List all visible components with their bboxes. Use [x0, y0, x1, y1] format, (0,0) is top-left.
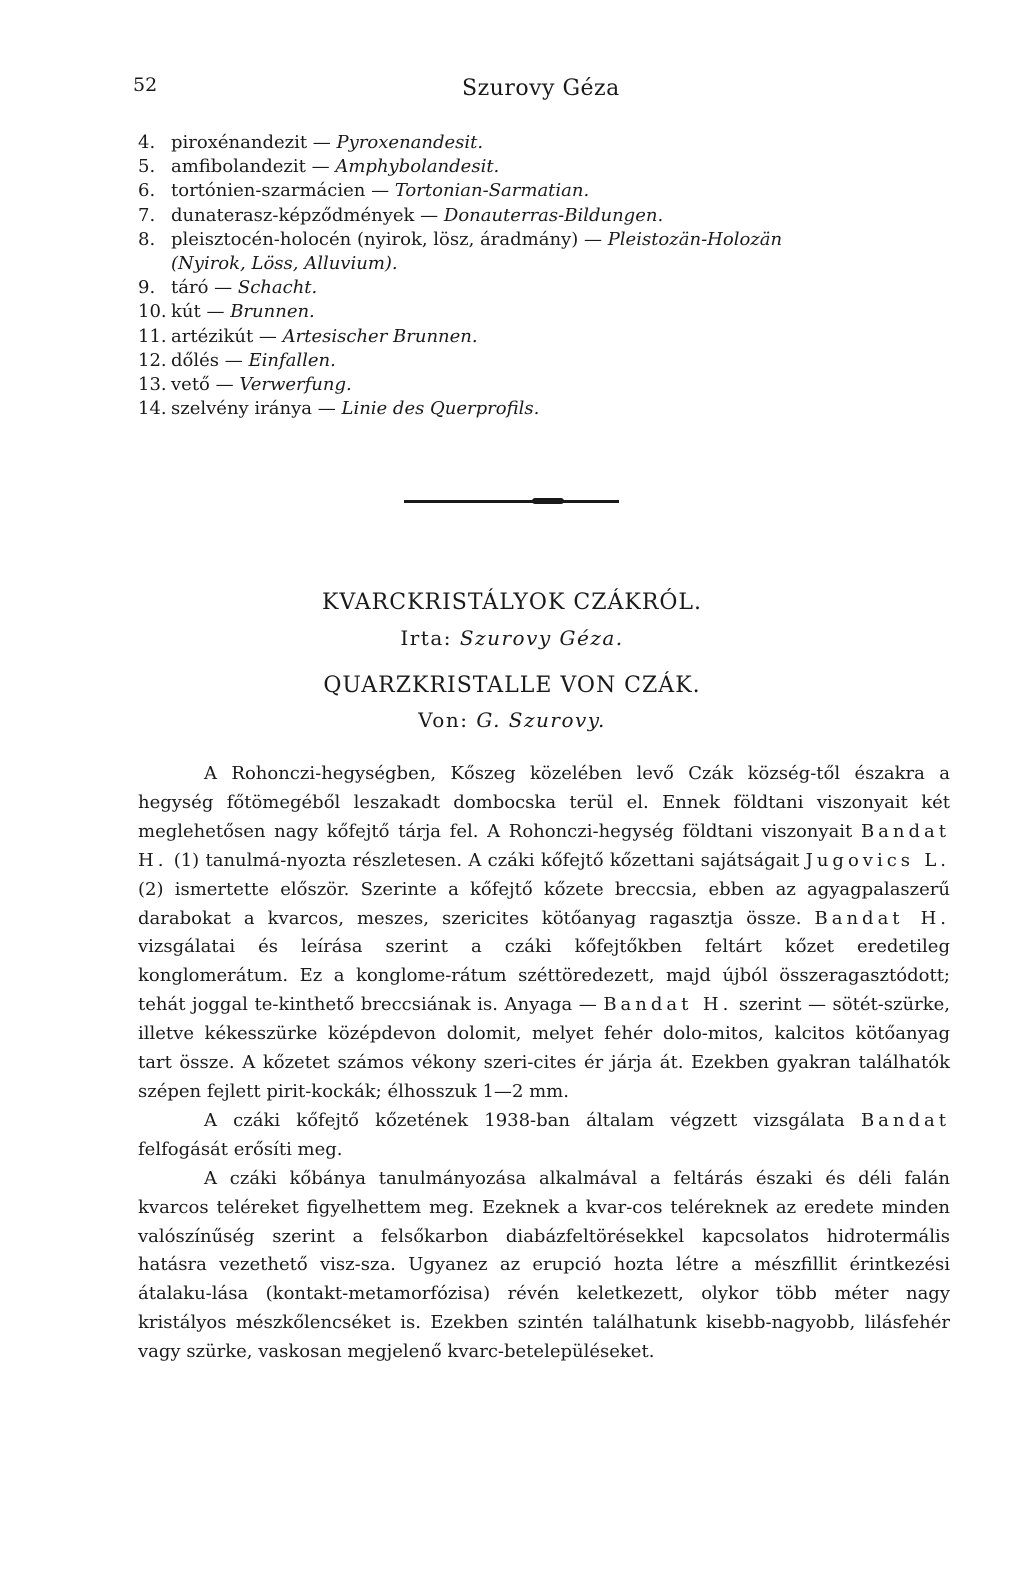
legend-term-german: Pyroxenandesit. [336, 132, 484, 153]
legend-term-hungarian: vető — [171, 374, 234, 396]
legend-term-german: Pleistozän-Holozän [607, 228, 783, 250]
author-prefix-german: Von: [418, 708, 469, 732]
legend-term-hungarian: dunaterasz-képződmények — [171, 204, 439, 226]
legend-number: 6. [138, 180, 156, 202]
legend-term-hungarian: tortónien-szarmácien — [171, 180, 390, 202]
legend-number: 8. [138, 228, 156, 250]
legend-term-hungarian: dőlés — [171, 349, 243, 371]
legend-term-hungarian: amfibolandezit — [171, 156, 330, 178]
legend-term-german: Donauterras-Bildungen. [443, 204, 664, 226]
legend-item [138, 228, 968, 252]
legend-term-german: Einfallen. [248, 349, 336, 371]
running-head: Szurovy Géza [462, 76, 620, 101]
legend-number: 13. [138, 374, 167, 396]
legend-item [138, 155, 968, 179]
article-title-hungarian: KVARCKRISTÁLYOK CZÁKRÓL. [321, 590, 703, 615]
legend-number: 12. [138, 349, 167, 371]
legend-item [138, 300, 968, 324]
author-line-german [0, 708, 1024, 732]
legend-term-german: Tortonian-Sarmatian. [394, 180, 590, 202]
author-name-hungarian: Szurovy Géza. [459, 626, 624, 650]
body-paragraph-1: A Rohonczi-hegységben, Kőszeg közelében levő Czák község-től északra a hegység főtömegéből leszakadt dombocska terül el. Ennek földtani viszonyait két meglehetősen nagy kőfejtő tárja fel. A Rohonczi-hegység földtani viszonyait Bandat H. (1) tanulmá-nyozta részletesen. A czáki kőfejtő kőzettani sajátságait Jugovics L. (2) ismertette először. Szerinte a kőfejtő kőzete breccsia, ebben az agyagpalaszerű darabokat a kvarcos, meszes, szericites kötőanyag ragasztja össze. Bandat H. vizsgálatai és leírása szerint a czáki kőfejtőkben feltárt kőzet eredetileg konglomerátum. Ez a konglome-rátum széttöredezett, majd újból összeragasztódott; tehát joggal te-kinthető breccsiának is. Anyaga — Bandat H. szerint — sötét-szürke, illetve kékesszürke középdevon dolomit, melyet fehér dolo-mitos, kalcitos kötőanyag tart össze. A kőzetet számos vékony szeri-cites ér járja át. Ezekben gyakran találhatók szépen fejlett pirit-kockák; élhosszuk 1—2 mm. [138, 763, 950, 1102]
legend-number: 5. [138, 156, 156, 178]
author-line-hungarian [0, 626, 1024, 650]
legend-term-hungarian: pleisztocén-holocén (nyirok, lösz, áradmány) — [171, 228, 602, 250]
body-paragraph-3: A czáki kőbánya tanulmányozása alkalmával a feltárás északi és déli falán kvarcos teléreket figyelhettem meg. Ezeknek a kvar-cos teléreknek az eredete minden valószínűség szerint a felsőkarbon diabázfeltörésekkel kapcsolatos hidrotermális hatásra vezethető visz-sza. Ugyanez az erupció hozta létre a mészfillit érintkezési átalaku-lása (kontakt-metamorfózisa) révén keletkezett, olykor több méter nagy kristályos mészkőlencséket is. Ezekben szintén találhatunk kisebb-nagyobb, lilásfehér vagy szürke, vaskosan megjelenő kvarc-betelepüléseket. [138, 1167, 950, 1363]
legend-item-continuation: (Nyirok, Löss, Alluvium). [171, 253, 398, 275]
legend-term-hungarian: piroxénandezit — [171, 132, 331, 153]
legend-item [138, 131, 968, 155]
legend-number: 4. [138, 132, 156, 153]
legend-number: 7. [138, 204, 156, 226]
legend-item [138, 276, 968, 300]
legend-item [138, 325, 968, 349]
body-paragraph-2: A czáki kőfejtő kőzetének 1938-ban általam végzett vizsgálata Bandat felfogását erősíti meg. [138, 1109, 950, 1160]
author-name-german: G. Szurovy. [476, 708, 606, 732]
author-prefix-hungarian: Irta: [400, 626, 452, 650]
page-number: 52 [133, 74, 158, 96]
legend-item [138, 179, 968, 203]
legend-term-hungarian: táró — [171, 277, 233, 299]
legend-term-german: Amphybolandesit. [335, 156, 500, 178]
article-body [138, 760, 950, 1367]
spaced-author-name: Bandat H. [814, 907, 950, 929]
legend-number: 11. [138, 325, 167, 347]
legend-term-hungarian: szelvény iránya — [171, 398, 336, 420]
legend-term-german: Verwerfung. [239, 374, 352, 396]
legend-item [138, 349, 968, 373]
legend-term-hungarian: artézikút — [171, 325, 277, 347]
spaced-author-name: Bandat [860, 1109, 950, 1131]
map-legend [138, 131, 968, 421]
legend-term-german: Schacht. [237, 277, 318, 299]
legend-term-german: Brunnen. [230, 301, 315, 323]
spaced-author-name: Bandat H. [138, 820, 950, 871]
legend-term-german: Linie des Querprofils. [341, 398, 540, 420]
legend-number: 14. [138, 398, 167, 420]
legend-item [138, 204, 968, 228]
legend-item [138, 373, 968, 397]
legend-term-german: Artesischer Brunnen. [282, 325, 478, 347]
legend-term-hungarian: kút — [171, 301, 225, 323]
article-title-german: QUARZKRISTALLE VON CZÁK. [323, 673, 701, 698]
section-divider [404, 500, 619, 503]
spaced-author-name: Bandat H. [603, 994, 733, 1016]
legend-number: 10. [138, 301, 167, 323]
legend-item [138, 397, 968, 421]
spaced-author-name: Jugovics L. [805, 849, 950, 871]
legend-number: 9. [138, 277, 156, 299]
